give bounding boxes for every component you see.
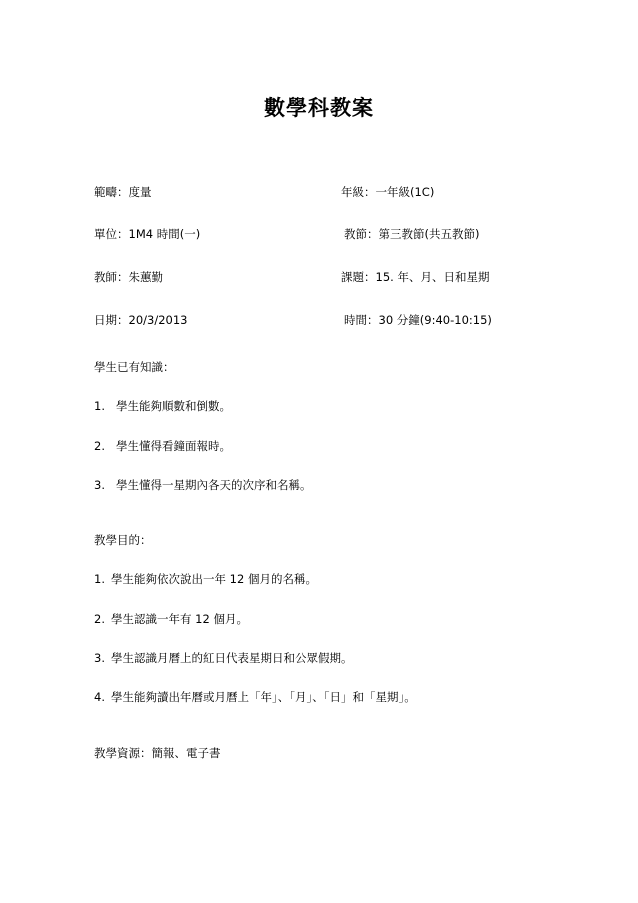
list-item-text: 學生認識一年有 12 個月。: [111, 612, 248, 626]
resources-field: 教學資源：簡報、電子書: [94, 746, 221, 760]
grade-field: 年級：一年級(1C): [341, 185, 435, 199]
list-item: [94, 399, 231, 413]
list-item-number: 2.: [94, 439, 105, 453]
list-item-number: 1.: [94, 572, 105, 586]
list-item: [94, 439, 231, 453]
prior-knowledge-heading: 學生已有知識：: [94, 360, 175, 374]
list-item: [94, 690, 416, 704]
list-item: [94, 651, 353, 665]
list-item-text: 學生認識月曆上的紅日代表星期日和公眾假期。: [111, 651, 353, 665]
list-item-text: 學生懂得一星期內各天的次序和名稱。: [116, 478, 312, 492]
time-field: 時間：30 分鐘(9:40-10:15): [344, 313, 492, 327]
objectives-heading: 教學目的：: [94, 533, 152, 547]
list-item-number: 1.: [94, 399, 105, 413]
list-item: [94, 612, 248, 626]
list-item-text: 學生能夠依次說出一年 12 個月的名稱。: [111, 572, 317, 586]
date-field: 日期：20/3/2013: [94, 313, 188, 327]
period-field: 教節：第三教節(共五教節): [344, 227, 480, 241]
list-item-number: 3.: [94, 651, 105, 665]
list-item: [94, 572, 317, 586]
topic-field: 課題：15. 年、月、日和星期: [341, 270, 490, 284]
list-item-text: 學生能夠讀出年曆或月曆上「年」、「月」、「日」和「星期」。: [111, 690, 416, 704]
page-title: 數學科教案: [264, 96, 374, 120]
list-item: [94, 478, 312, 492]
list-item-number: 3.: [94, 478, 105, 492]
list-item-text: 學生懂得看鐘面報時。: [116, 439, 231, 453]
list-item-number: 4.: [94, 690, 105, 704]
list-item-number: 2.: [94, 612, 105, 626]
scope-field: 範疇：度量: [94, 185, 152, 199]
unit-field: 單位：1M4 時間(一): [94, 227, 201, 241]
list-item-text: 學生能夠順數和倒數。: [116, 399, 231, 413]
teacher-field: 教師：朱蕙勤: [94, 270, 163, 284]
